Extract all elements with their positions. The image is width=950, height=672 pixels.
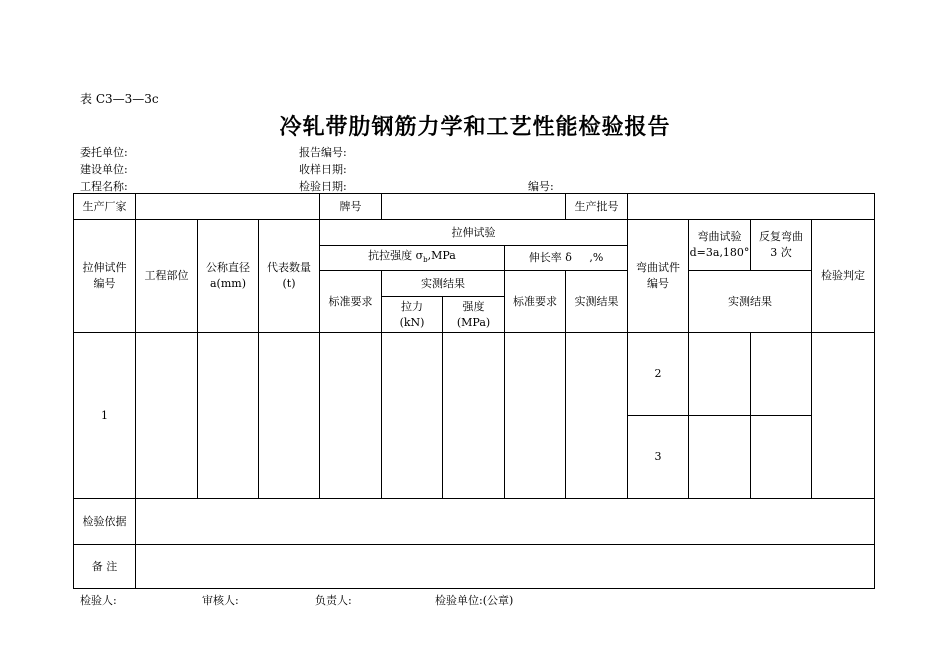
tensile-strength-label: 抗拉强度 σ bbox=[368, 248, 424, 262]
bend-test-line2: d=3a,180° bbox=[689, 246, 750, 259]
elongation-measured-header: 实测结果 bbox=[566, 271, 628, 333]
report-table bbox=[73, 193, 875, 589]
bend-specimen-no-value: 3 bbox=[628, 416, 689, 499]
brand-label: 牌号 bbox=[320, 194, 382, 220]
strength-line1: 强度 bbox=[462, 299, 485, 313]
project-name-label: 工程名称: bbox=[80, 180, 128, 193]
elongation-standard-req-header: 标准要求 bbox=[505, 271, 566, 333]
bend-test-header bbox=[689, 220, 751, 271]
representative-qty-line2: (t) bbox=[282, 277, 296, 290]
tensile-standard-value bbox=[320, 333, 382, 499]
reverse-bend-line2: 3 次 bbox=[770, 246, 792, 259]
bend-specimen-no-line2: 编号 bbox=[647, 277, 670, 290]
representative-qty-header bbox=[259, 220, 320, 333]
tensile-specimen-no-value: 1 bbox=[74, 333, 136, 499]
force-header bbox=[382, 297, 443, 333]
elongation-standard-value bbox=[505, 333, 566, 499]
basis-value bbox=[136, 499, 875, 545]
remarks-label: 备 注 bbox=[74, 545, 136, 589]
bend-specimen-no-value: 2 bbox=[628, 333, 689, 416]
bend-test-value bbox=[689, 333, 751, 416]
report-no-label: 报告编号: bbox=[299, 146, 347, 159]
elongation-measured-value bbox=[566, 333, 628, 499]
batch-no-value bbox=[628, 194, 875, 220]
representative-qty-line1: 代表数量 bbox=[267, 261, 311, 274]
elongation-label: 伸长率 δ bbox=[528, 251, 572, 264]
tensile-specimen-no-line1: 拉伸试件 bbox=[82, 261, 127, 274]
reverse-bend-line1: 反复弯曲 bbox=[759, 230, 804, 243]
tensile-strength-unit: ,MPa bbox=[427, 248, 456, 262]
nominal-diameter-header bbox=[198, 220, 259, 333]
bend-test-line1: 弯曲试验 bbox=[697, 230, 742, 243]
representative-qty-value bbox=[259, 333, 320, 499]
strength-header bbox=[443, 297, 505, 333]
reverse-bend-header bbox=[751, 220, 812, 271]
inspector-label: 检验人: bbox=[80, 594, 117, 607]
bend-specimen-no-header bbox=[628, 220, 689, 333]
manufacturer-value bbox=[136, 194, 320, 220]
nominal-diameter-line1: 公称直径 bbox=[206, 261, 250, 274]
project-part-header: 工程部位 bbox=[136, 220, 198, 333]
verdict-header: 检验判定 bbox=[812, 220, 875, 333]
strength-value bbox=[443, 333, 505, 499]
tensile-strength-subscript: b bbox=[423, 256, 428, 265]
remarks-value bbox=[136, 545, 875, 589]
client-unit-label: 委托单位: bbox=[80, 146, 128, 159]
elongation-unit: ,% bbox=[589, 251, 604, 264]
project-part-value bbox=[136, 333, 198, 499]
verdict-value bbox=[812, 333, 875, 499]
reviewer-label: 审核人: bbox=[202, 594, 239, 607]
manufacturer-label: 生产厂家 bbox=[74, 194, 136, 220]
force-value bbox=[382, 333, 443, 499]
reverse-bend-value bbox=[751, 416, 812, 499]
construction-unit-label: 建设单位: bbox=[80, 163, 128, 176]
bend-measured-header: 实测结果 bbox=[689, 271, 812, 333]
inspection-unit-label: 检验单位:(公章) bbox=[435, 594, 514, 607]
tensile-standard-req-header: 标准要求 bbox=[320, 271, 382, 333]
table-number: 表 C3—3—3c bbox=[80, 92, 159, 106]
responsible-label: 负责人: bbox=[315, 594, 352, 607]
force-line2: (kN) bbox=[399, 315, 425, 329]
page-title: 冷轧带肋钢筋力学和工艺性能检验报告 bbox=[279, 114, 671, 140]
tensile-test-header: 拉伸试验 bbox=[320, 220, 628, 246]
force-line1: 拉力 bbox=[401, 299, 424, 313]
tensile-specimen-no-header bbox=[74, 220, 136, 333]
elongation-header bbox=[505, 246, 628, 271]
bend-test-value bbox=[689, 416, 751, 499]
brand-value bbox=[382, 194, 566, 220]
serial-no-label: 编号: bbox=[528, 180, 554, 193]
tensile-specimen-no-line2: 编号 bbox=[93, 277, 116, 290]
bend-specimen-no-line1: 弯曲试件 bbox=[636, 261, 681, 274]
test-date-label: 检验日期: bbox=[299, 180, 347, 193]
nominal-diameter-line2: a(mm) bbox=[209, 277, 246, 290]
basis-label: 检验依据 bbox=[74, 499, 136, 545]
reverse-bend-value bbox=[751, 333, 812, 416]
tensile-measured-header: 实测结果 bbox=[382, 271, 505, 297]
receive-date-label: 收样日期: bbox=[299, 163, 347, 176]
nominal-diameter-value bbox=[198, 333, 259, 499]
strength-line2: (MPa) bbox=[456, 315, 491, 329]
tensile-strength-header bbox=[320, 246, 505, 271]
batch-no-label: 生产批号 bbox=[566, 194, 628, 220]
